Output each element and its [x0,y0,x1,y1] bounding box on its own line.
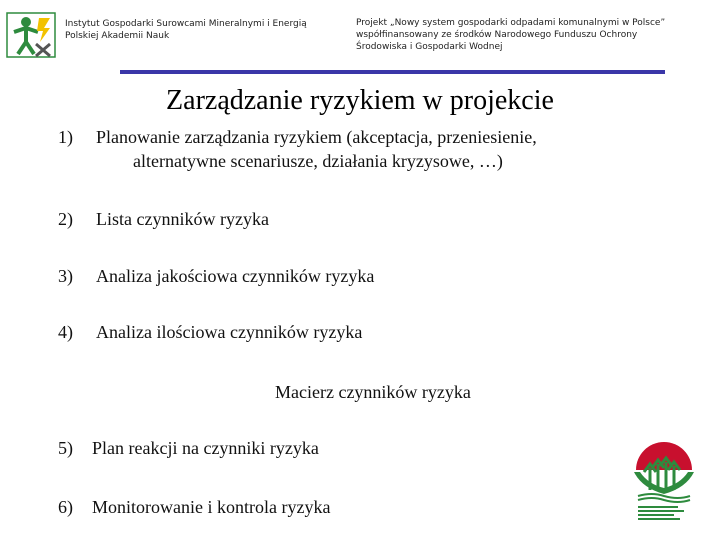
list-item-number: 3) [58,266,73,286]
institute-name [65,18,335,42]
list-item-number: 6) [58,497,73,517]
list-item-text: Planowanie zarządzania ryzykiem (akceptacja, przeniesienie, [96,127,537,147]
list-item-text: Lista czynników ryzyka [96,209,269,229]
project-line1: Projekt „Nowy system gospodarki odpadami komunalnymi w Polsce” [356,18,666,28]
list-item-number: 1) [58,127,73,147]
fund-logo-icon [628,428,700,524]
project-line2: współfinansowany ze środków Narodowego Funduszu Ochrony [356,30,638,40]
slide-title: Zarządzanie ryzykiem w projekcie [166,85,554,116]
list-item-text: Analiza jakościowa czynników ryzyka [96,266,375,286]
list-item-text-continued: alternatywne scenariusze, działania kryzysowe, …) [133,151,503,171]
header-divider [120,70,665,74]
list-item-number: 5) [58,438,73,458]
list-item-number: 2) [58,209,73,229]
project-line3: Środowiska i Gospodarki Wodnej [356,42,503,52]
institute-logo-icon [6,12,56,58]
list-item-text: Monitorowanie i kontrola ryzyka [92,497,331,517]
list-item-number: 4) [58,322,73,342]
institute-name-line1: Instytut Gospodarki Surowcami Mineralnymi i Energią [65,19,307,29]
project-description [356,17,696,53]
institute-name-line2: Polskiej Akademii Nauk [65,31,170,41]
list-item-text: Analiza ilościowa czynników ryzyka [96,322,363,342]
matrix-label: Macierz czynników ryzyka [275,382,471,402]
list-item-text: Plan reakcji na czynniki ryzyka [92,438,319,458]
